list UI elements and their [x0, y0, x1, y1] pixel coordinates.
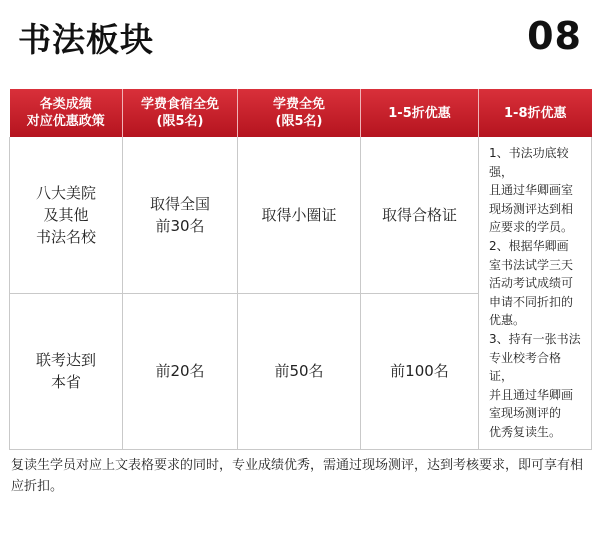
column-header: 1-8折优惠: [479, 89, 592, 137]
row-label: 八大美院 及其他 书法名校: [10, 137, 123, 293]
table-header-row: [10, 89, 592, 137]
column-header: 各类成绩 对应优惠政策: [10, 89, 123, 137]
page-number: 08: [527, 14, 582, 58]
table-cell: 前100名: [361, 293, 479, 449]
row-label: 联考达到 本省: [10, 293, 123, 449]
table-cell: 前50名: [238, 293, 361, 449]
table-cell: 取得合格证: [361, 137, 479, 293]
discount-policy-table: [9, 89, 592, 450]
column-header: 学费食宿全免 (限5名): [123, 89, 238, 137]
column-header: 学费全免 (限5名): [238, 89, 361, 137]
table-row: [10, 137, 592, 293]
page-title: 书法板块: [18, 20, 154, 59]
table-cell: 取得小圈证: [238, 137, 361, 293]
note-item-3: 3、持有一张书法 专业校考合格证， 并且通过华卿画 室现场测评的 优秀复读生。: [489, 331, 581, 439]
table-cell: 取得全国 前30名: [123, 137, 238, 293]
note-item-2: 2、根据华卿画 室书法试学三天 活动考试成绩可 申请不同折扣的 优惠。: [489, 238, 574, 328]
discount-conditions-note: [479, 137, 592, 449]
table-cell: 前20名: [123, 293, 238, 449]
note-item-1: 1、书法功底较强， 且通过华卿画室 现场测评达到相 应要求的学员。: [489, 146, 574, 235]
footer-note: 复读生学员对应上文表格要求的同时，专业成绩优秀，需通过现场测评，达到考核要求，即可享有相应折扣。: [11, 458, 584, 494]
column-header: 1-5折优惠: [361, 89, 479, 137]
